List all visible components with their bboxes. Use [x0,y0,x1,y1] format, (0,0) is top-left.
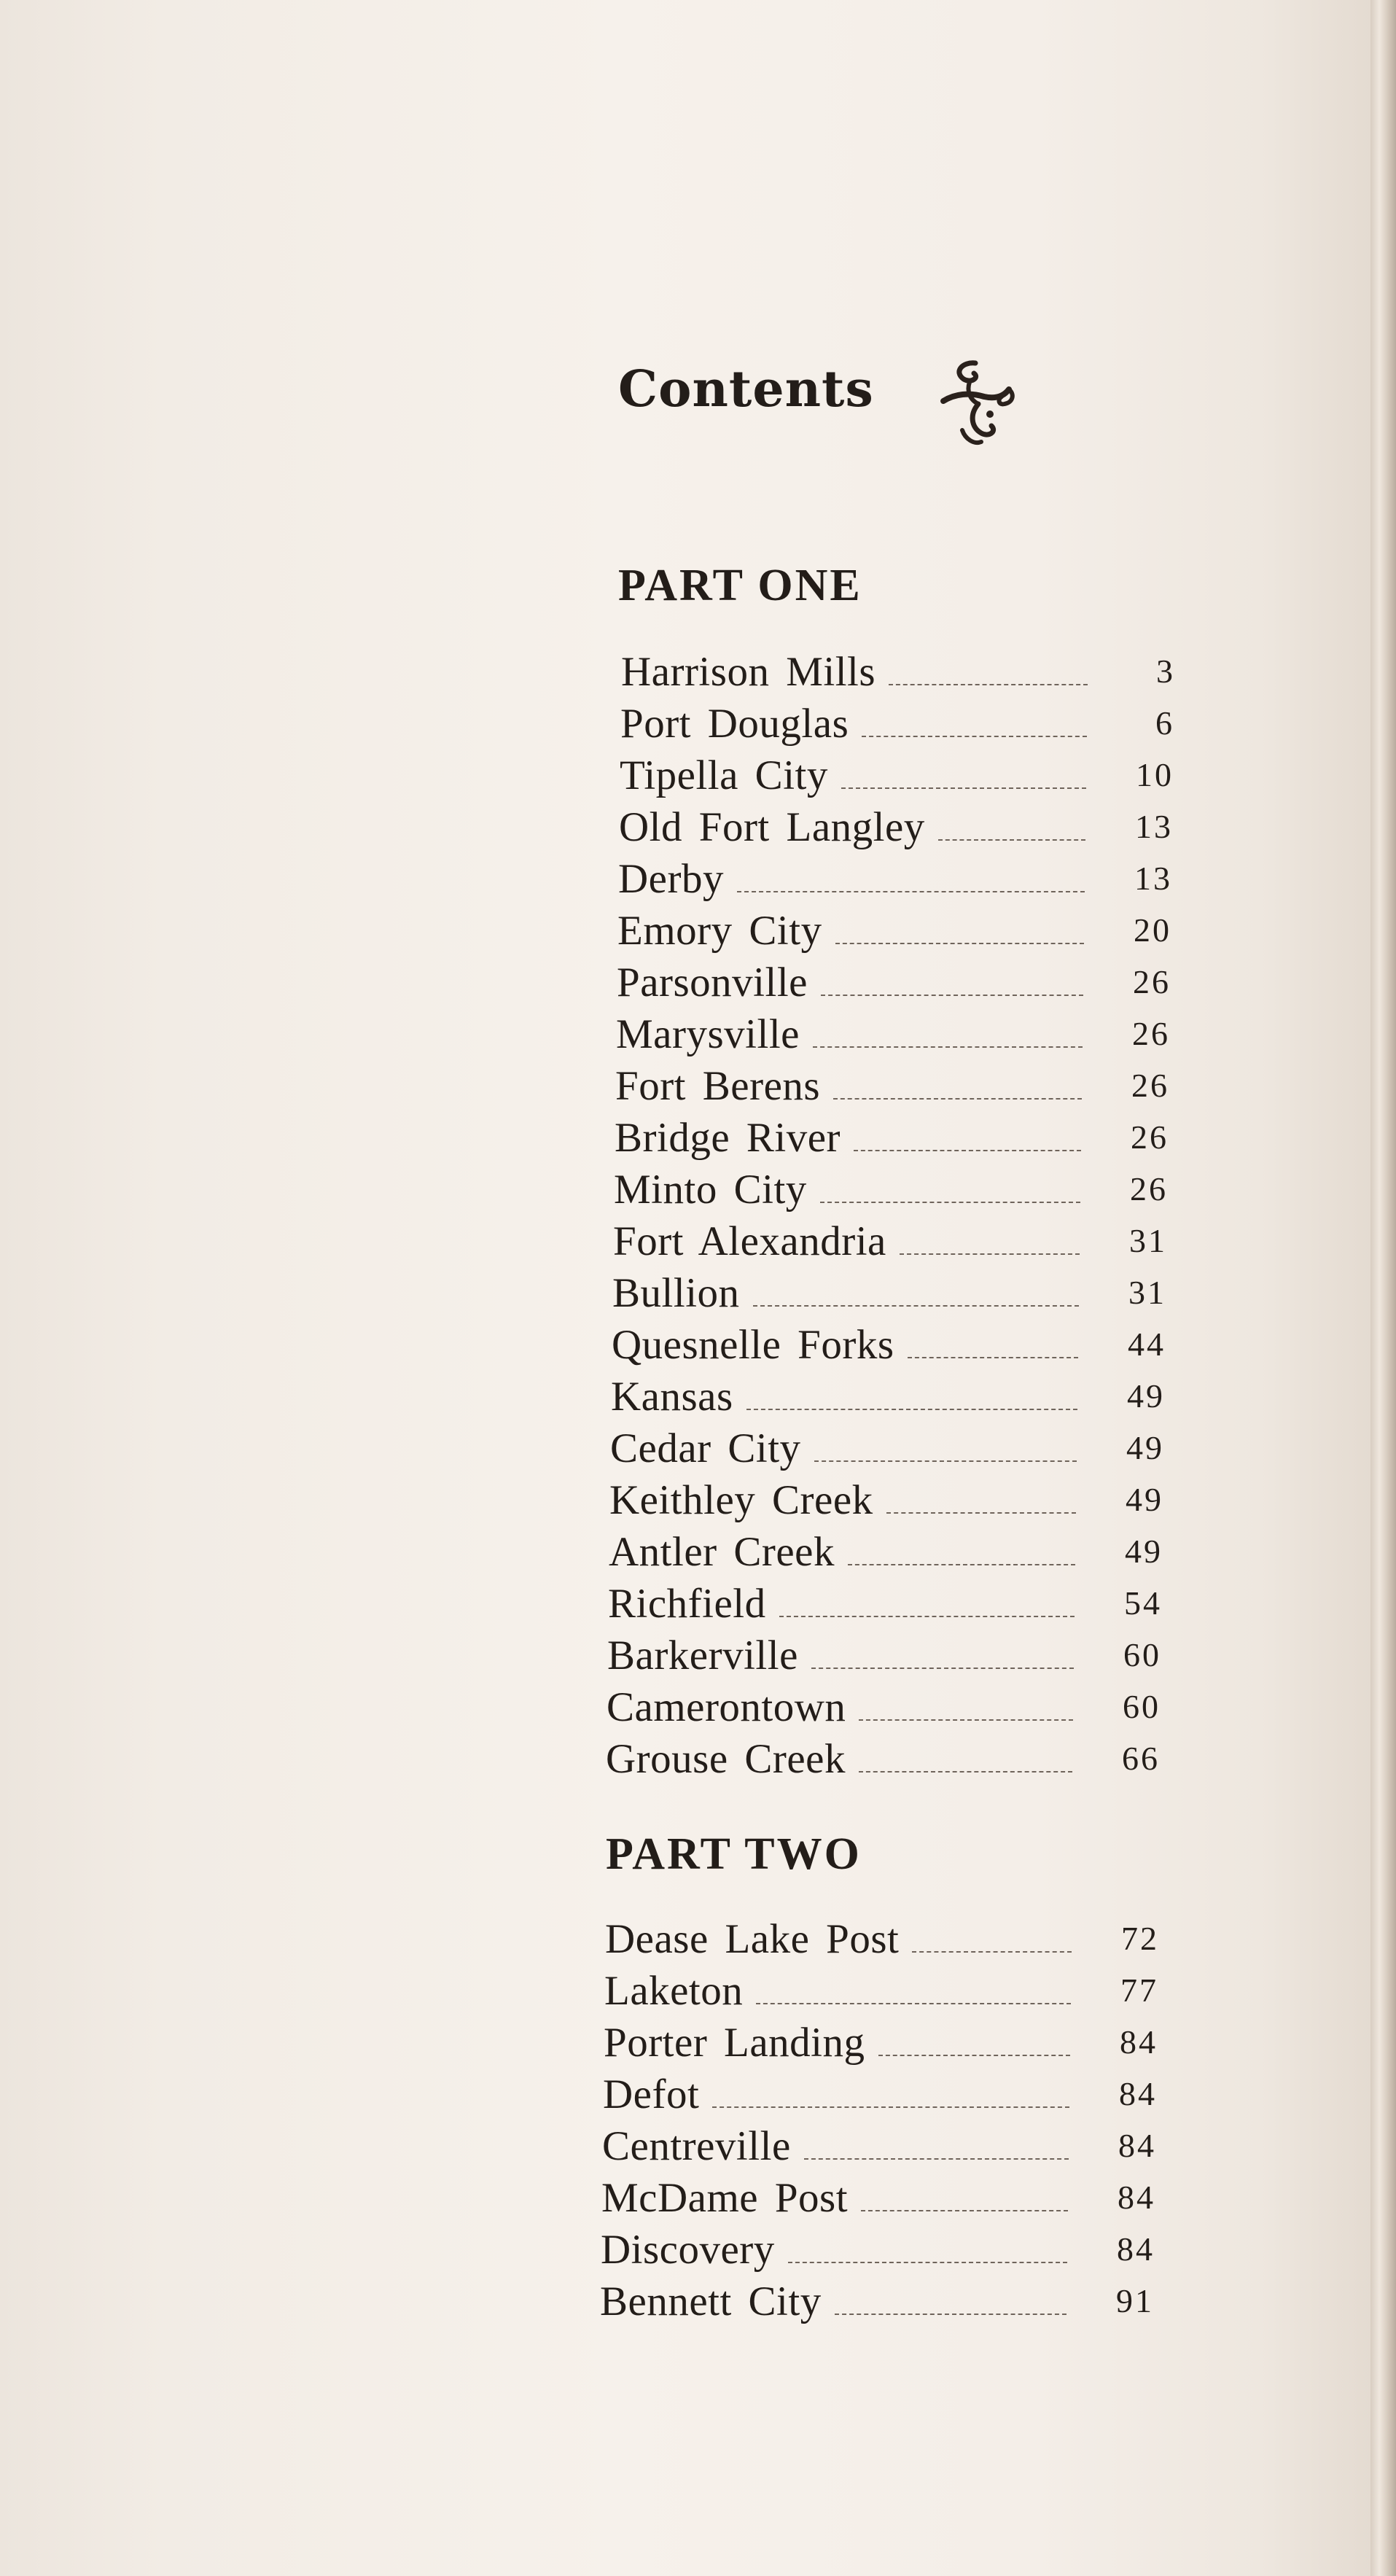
toc-entry-title: Bridge River [615,1115,841,1161]
toc-entry [600,2274,1154,2322]
toc-entry [613,1214,1167,1262]
dotted-leader [835,2313,1067,2315]
toc-entry [607,1628,1161,1676]
dotted-leader [908,1356,1078,1358]
toc-entry-title: Port Douglas [620,701,849,747]
dotted-leader [886,1511,1076,1514]
toc-page-number: 84 [1117,2230,1155,2268]
toc-entry-title: Minto City [614,1167,807,1213]
toc-entry [620,696,1174,747]
dotted-leader [779,1615,1075,1617]
toc-entry [603,2067,1157,2115]
toc-page-number: 60 [1123,1688,1161,1725]
toc-page-number: 13 [1134,860,1172,897]
dotted-leader [889,683,1088,685]
toc-entry-title: Derby [618,856,724,902]
dotted-leader [878,2054,1070,2056]
toc-entry [611,1369,1165,1420]
toc-page-number: 54 [1124,1584,1162,1622]
dotted-leader [938,838,1085,841]
part-one-heading: PART ONE [618,561,862,610]
part-two-heading: PART TWO [606,1829,862,1879]
toc-page-number: 26 [1130,1170,1168,1207]
toc-page-number: 49 [1127,1377,1165,1415]
toc-entry [608,1576,1162,1627]
toc-entry-title: Fort Berens [615,1063,821,1109]
toc-page-number: 26 [1131,1118,1169,1156]
toc-entry-title: Porter Landing [604,2020,865,2066]
dotted-leader [900,1253,1080,1255]
dotted-leader [833,1097,1082,1100]
book-edge [1370,0,1396,2576]
dotted-leader [854,1149,1081,1151]
dotted-leader [821,994,1083,996]
toc-entry-title: Bennett City [600,2279,822,2324]
toc-entry [607,1680,1161,1728]
toc-page-number: 6 [1155,704,1174,742]
dotted-leader [788,2261,1067,2263]
toc-entry-title: Fort Alexandria [613,1218,886,1264]
toc-entry [620,748,1174,796]
toc-entry-title: Camerontown [607,1684,846,1730]
toc-page-number: 31 [1129,1222,1167,1259]
toc-page-number: 49 [1126,1429,1164,1466]
toc-entry [617,903,1171,952]
toc-entry [616,1007,1170,1055]
dotted-leader [859,1770,1072,1773]
toc-page-number: 84 [1118,2179,1155,2216]
toc-entry [615,1110,1169,1159]
fleuron-ornament-icon [933,357,1021,452]
toc-entry [604,2015,1158,2066]
dotted-leader [813,1046,1083,1048]
toc-page-number: 13 [1135,808,1173,845]
toc-entry-title: Marysville [616,1011,800,1057]
toc-entry-title: Barkerville [607,1633,798,1678]
toc-entry [618,852,1172,900]
toc-entry-title: Grouse Creek [606,1736,846,1782]
toc-page-number: 91 [1116,2282,1154,2319]
page-title: Contents [618,360,874,419]
toc-page-number: 84 [1118,2127,1156,2164]
toc-page-number: 26 [1132,1015,1170,1052]
toc-page-number: 49 [1126,1481,1163,1518]
toc-entry [614,1162,1168,1213]
toc-page-number: 3 [1156,653,1175,690]
toc-entry [601,2222,1155,2273]
toc-entry [619,800,1173,848]
toc-entry-title: Emory City [617,908,822,954]
toc-entry [609,1473,1163,1521]
dotted-leader [756,2002,1071,2004]
toc-entry [605,1912,1159,1960]
toc-entry [621,645,1175,693]
toc-entry-title: Discovery [601,2227,775,2273]
dotted-leader [835,942,1084,944]
dotted-leader [737,890,1085,892]
toc-entry-title: McDame Post [601,2175,849,2221]
toc-entry [612,1266,1166,1314]
dotted-leader [912,1950,1072,1953]
dotted-leader [753,1304,1079,1307]
dotted-leader [814,1460,1077,1462]
toc-entry-title: Parsonville [617,960,808,1005]
toc-entry-title: Laketon [604,1968,744,2014]
toc-page-number: 10 [1136,756,1174,793]
toc-page-number: 77 [1120,1972,1158,2009]
toc-entry [606,1732,1160,1780]
toc-entry [609,1525,1163,1573]
toc-entry-title: Keithley Creek [609,1477,873,1523]
dotted-leader [862,735,1087,737]
toc-entry-title: Bullion [612,1270,740,1316]
toc-entry-title: Antler Creek [609,1529,835,1575]
toc-page-number: 49 [1125,1533,1163,1570]
dotted-leader [861,2209,1068,2211]
toc-entry-title: Centreville [602,2123,791,2169]
toc-page-number: 60 [1123,1636,1161,1673]
toc-page-number: 66 [1122,1740,1160,1777]
toc-page-number: 44 [1128,1326,1166,1363]
toc-page-number: 84 [1120,2023,1158,2061]
toc-page-number: 84 [1119,2075,1157,2112]
toc-entry-title: Richfield [608,1581,766,1627]
dotted-leader [811,1667,1074,1669]
toc-page-number: 26 [1133,963,1171,1000]
toc-entry-title: Defot [603,2071,700,2117]
toc-entry-title: Dease Lake Post [605,1916,900,1962]
toc-entry [617,955,1171,1003]
dotted-leader [746,1408,1077,1410]
dotted-leader [712,2106,1069,2108]
toc-entry-title: Cedar City [610,1425,801,1471]
toc-page-number: 26 [1131,1067,1169,1104]
dotted-leader [848,1563,1075,1565]
toc-entry-title: Quesnelle Forks [612,1322,894,1368]
toc-entry [612,1318,1166,1366]
toc-page-number: 31 [1128,1274,1166,1311]
toc-entry-title: Kansas [611,1374,733,1420]
dotted-leader [820,1201,1080,1203]
dotted-leader [841,787,1086,789]
toc-page-number: 72 [1121,1920,1159,1957]
toc-entry-title: Old Fort Langley [619,804,925,850]
toc-entry [615,1059,1169,1107]
toc-entry [602,2119,1156,2167]
toc-entry [601,2171,1155,2219]
toc-entry [604,1964,1158,2012]
toc-page-number: 20 [1134,911,1171,949]
dotted-leader [859,1719,1073,1721]
toc-entry-title: Tipella City [620,752,828,798]
toc-entry [610,1421,1164,1469]
toc-entry-title: Harrison Mills [621,649,876,695]
dotted-leader [804,2157,1069,2160]
